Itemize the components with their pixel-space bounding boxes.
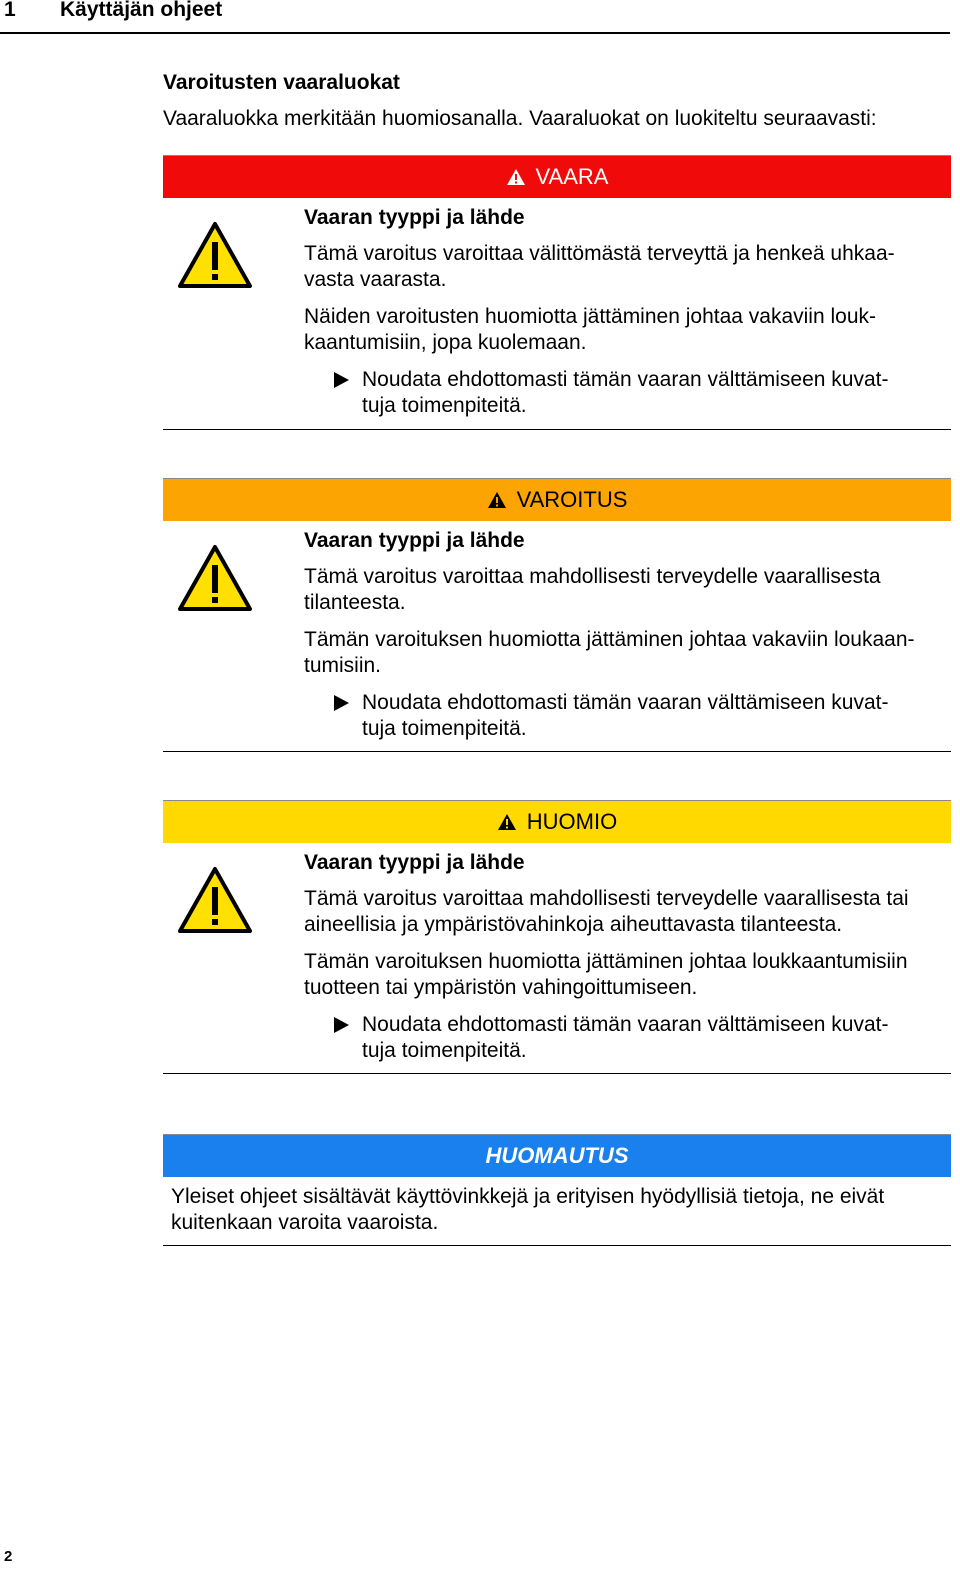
section-title: Varoitusten vaaraluokat [163, 71, 400, 94]
danger-signal-word: VAARA [535, 164, 609, 189]
danger-consequence: Näiden varoitusten huomiotta jättäminen johtaa vakaviin louk- kaantumisiin, jopa kuolemaan. [304, 305, 876, 354]
hazard-type-label: Vaaran tyyppi ja lähde [304, 529, 525, 552]
warning-box [163, 478, 951, 752]
warning-action-text: Noudata ehdottomasti tämän vaaran välttämiseen kuvat- tuja toimenpiteitä. [362, 691, 889, 740]
caution-consequence: Tämän varoituksen huomiotta jättäminen johtaa loukkaantumisiin tuotteen tai ympäristön vahingoittumiseen. [304, 950, 908, 999]
warning-sign-icon [177, 865, 253, 935]
danger-box [163, 155, 951, 430]
caution-content [304, 850, 944, 1064]
caution-header-bar [163, 800, 951, 843]
chapter-title: Käyttäjän ohjeet [60, 0, 223, 21]
warning-triangle-icon [487, 491, 507, 509]
chapter-number: 1 [4, 0, 16, 21]
play-arrow-icon [332, 694, 350, 712]
notice-header-bar [163, 1134, 951, 1177]
page-number: 2 [4, 1548, 13, 1565]
danger-content [304, 205, 944, 419]
warning-description: Tämä varoitus varoittaa mahdollisesti terveydelle vaarallisesta tilanteesta. [304, 565, 881, 614]
warning-sign-icon [177, 220, 253, 290]
warning-header-bar [163, 478, 951, 521]
danger-header-bar [163, 155, 951, 198]
warning-consequence: Tämän varoituksen huomiotta jättäminen johtaa vakaviin loukaan- tumisiin. [304, 628, 915, 677]
notice-box [163, 1134, 951, 1246]
warning-content [304, 528, 944, 742]
caution-description: Tämä varoitus varoittaa mahdollisesti terveydelle vaarallisesta tai aineellisia ja ympäristövahinkoja aiheuttavasta tilanteesta. [304, 887, 909, 936]
caution-box [163, 800, 951, 1074]
danger-action-text: Noudata ehdottomasti tämän vaaran välttämiseen kuvat- tuja toimenpiteitä. [362, 368, 889, 417]
hazard-type-label: Vaaran tyyppi ja lähde [304, 206, 525, 229]
danger-action-step [304, 367, 944, 419]
warning-sign-icon [177, 543, 253, 613]
caution-signal-word: HUOMIO [526, 809, 618, 834]
play-arrow-icon [332, 371, 350, 389]
warning-action-step [304, 690, 944, 742]
play-arrow-icon [332, 1016, 350, 1034]
danger-description: Tämä varoitus varoittaa välittömästä terveyttä ja henkeä uhkaa- vasta vaarasta. [304, 242, 895, 291]
notice-text: Yleiset ohjeet sisältävät käyttövinkkejä ja erityisen hyödyllisiä tietoja, ne eivät kuitenkaan varoita vaaroista. [171, 1185, 885, 1234]
warning-signal-word: VAROITUS [516, 487, 628, 512]
section-intro: Vaaraluokka merkitään huomiosanalla. Vaaraluokat on luokiteltu seuraavasti: [163, 107, 877, 130]
warning-triangle-icon [506, 168, 526, 186]
warning-triangle-icon [497, 813, 517, 831]
notice-signal-word: HUOMAUTUS [485, 1143, 629, 1168]
chapter-header [0, 0, 950, 34]
caution-action-text: Noudata ehdottomasti tämän vaaran välttämiseen kuvat- tuja toimenpiteitä. [362, 1013, 889, 1062]
hazard-type-label: Vaaran tyyppi ja lähde [304, 851, 525, 874]
caution-action-step [304, 1012, 944, 1064]
